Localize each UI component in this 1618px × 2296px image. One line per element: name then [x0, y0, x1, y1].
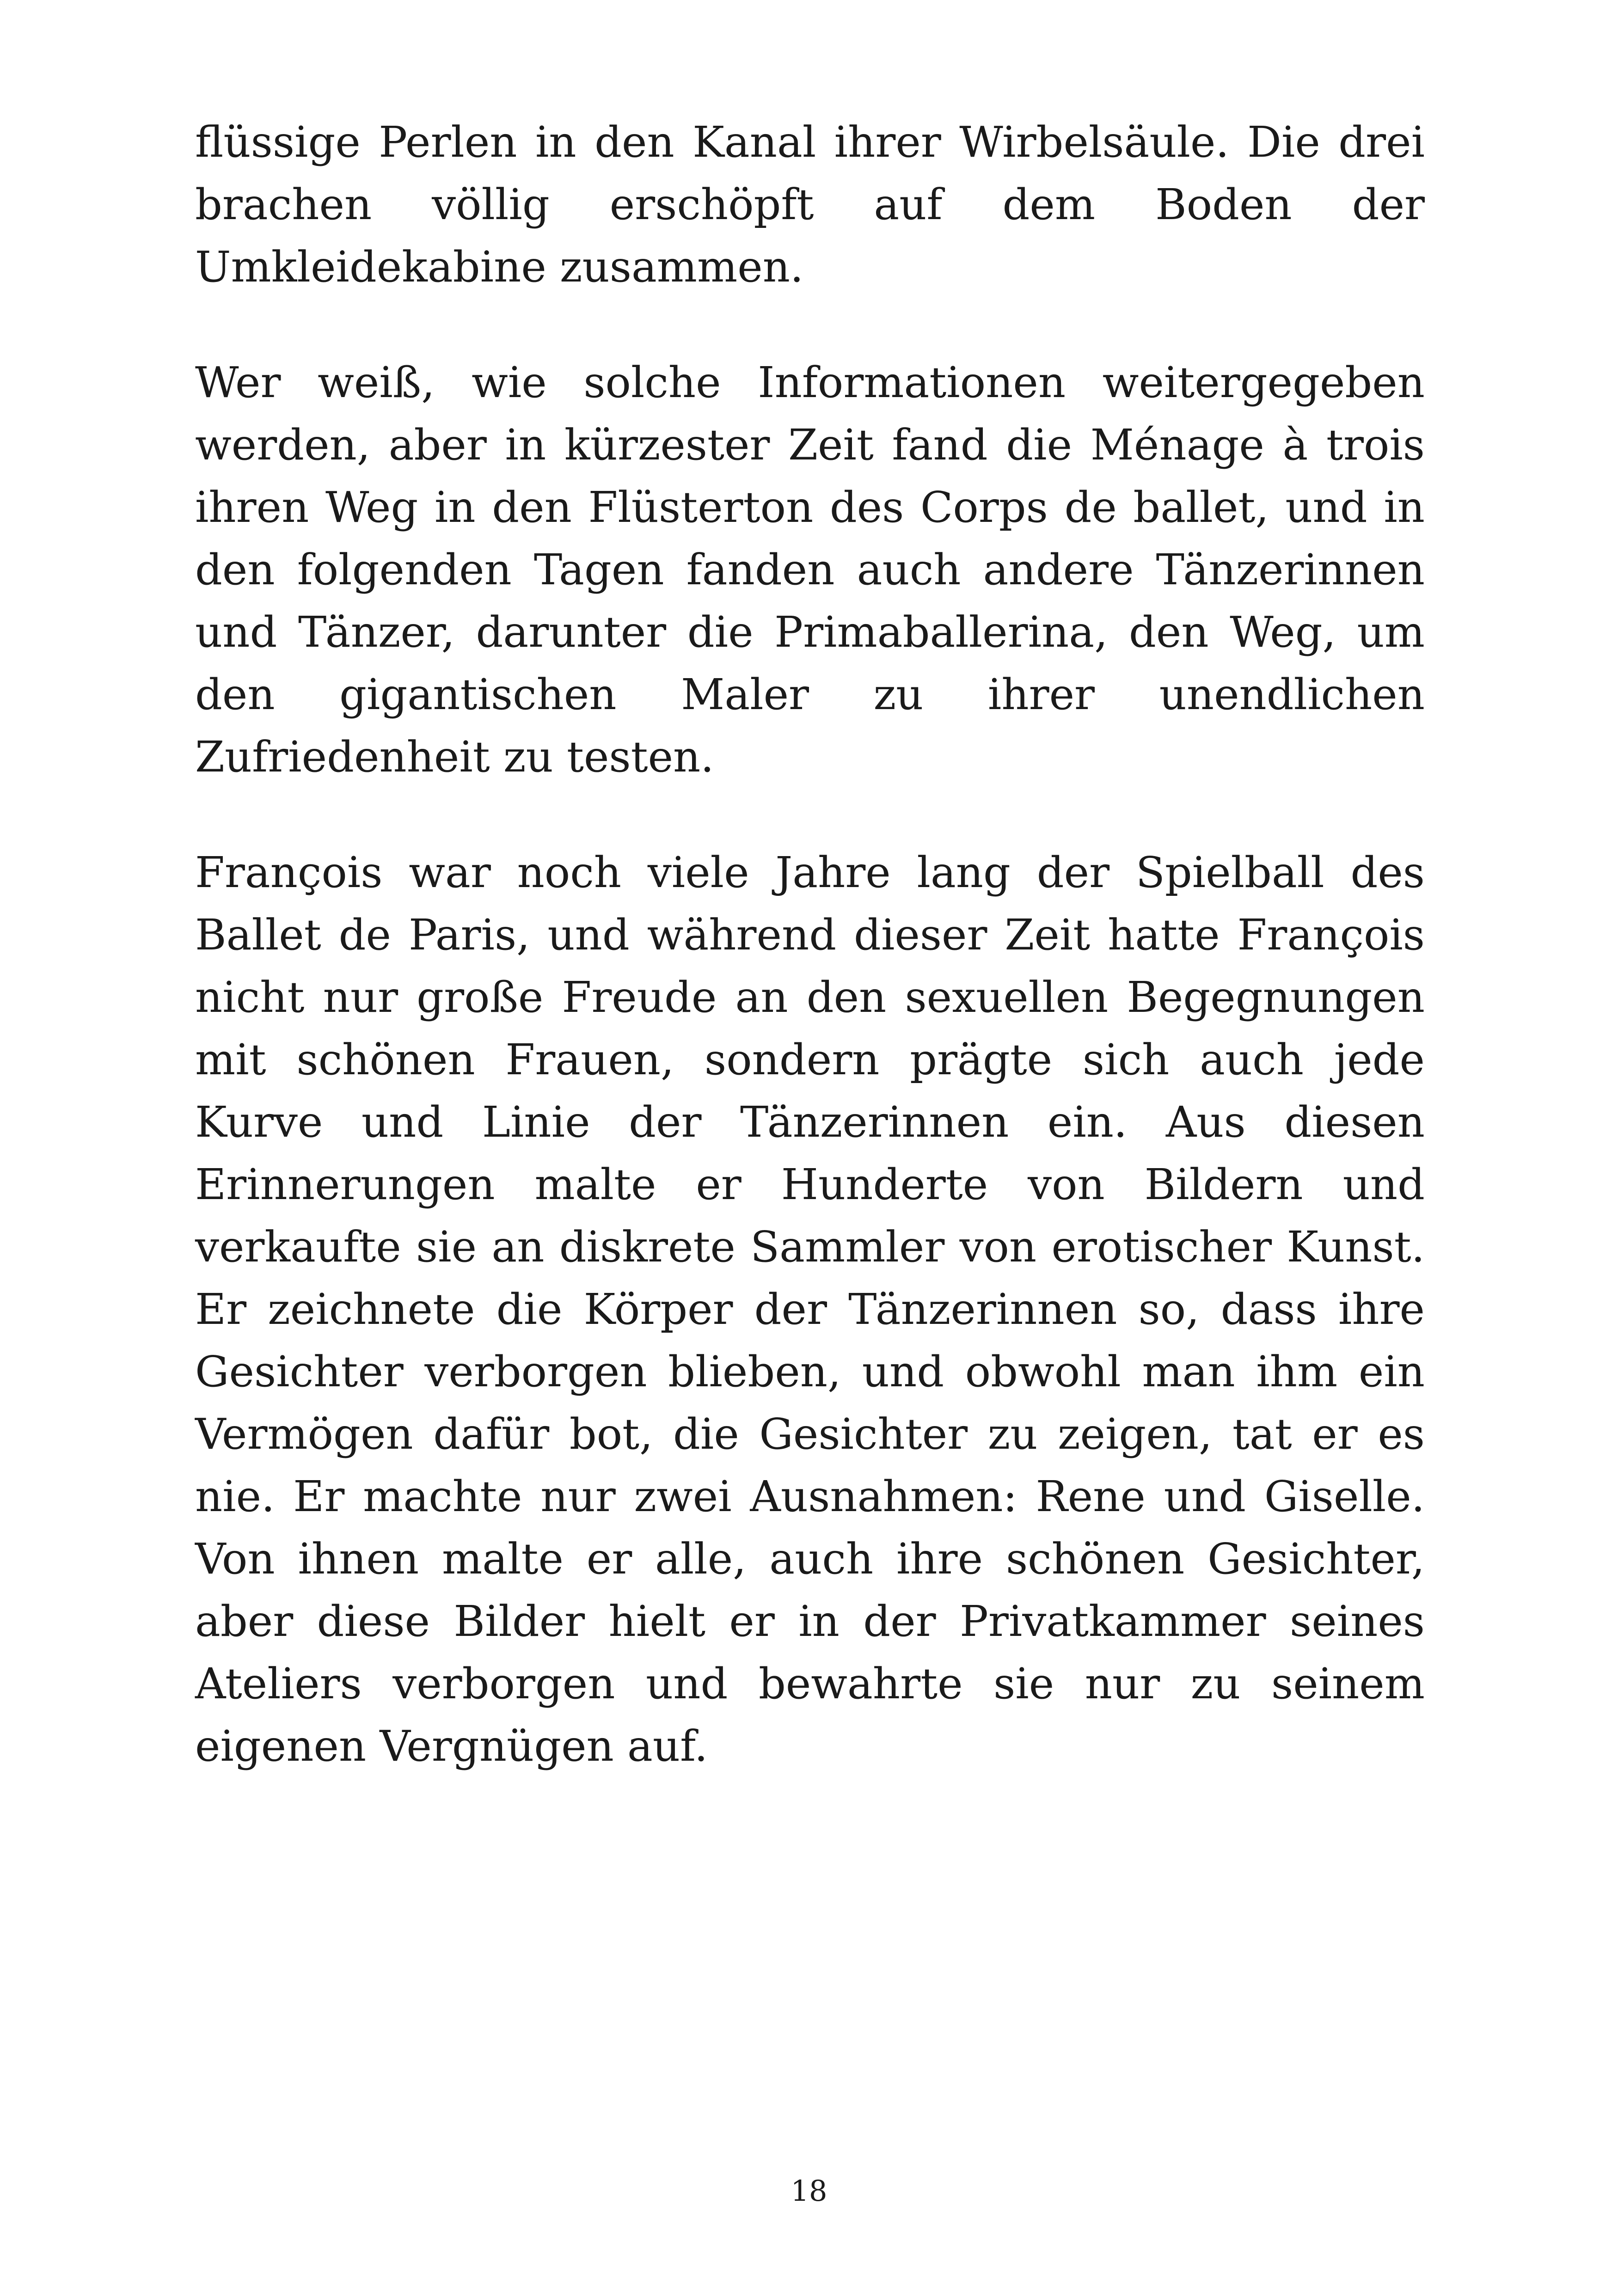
paragraph-3: François war noch viele Jahre lang der Spielball des Ballet de Paris, und während dieser Zeit hatte François nicht nur große Freude an den sexuellen Begegnungen mit schönen Frauen, sondern prägte sich auch jede Kurve und Linie der Tänzerinnen ein. Aus diesen Erinnerungen malte er Hunderte von Bildern und verkaufte sie an diskrete Sammler von erotischer Kunst. Er zeichnete die Körper der Tänzerinnen so, dass ihre Gesichter verborgen blieben, und obwohl man ihm ein Vermögen dafür bot, die Gesichter zu zeigen, tat er es nie. Er machte nur zwei Ausnahmen: Rene und Giselle. Von ihnen malte er alle, auch ihre schönen Gesichter, aber diese Bilder hielt er in der Privatkammer seines Ateliers verborgen und bewahrte sie nur zu seinem eigenen Vergnügen auf.	[195, 848, 1425, 1771]
page-number: 18	[791, 2174, 827, 2208]
paragraph-1: flüssige Perlen in den Kanal ihrer Wirbelsäule. Die drei brachen völlig erschöpft auf dem Boden der Umkleidekabine zusammen.	[195, 117, 1425, 292]
paragraph-2: Wer weiß, wie solche Informationen weitergegeben werden, aber in kürzester Zeit fand die Ménage à trois ihren Weg in den Flüsterton des Corps de ballet, und in den folgenden Tagen fanden auch andere Tänzerinnen und Tänzer, darunter die Primaballerina, den Weg, um den gigantischen Maler zu ihrer unendlichen Zufriedenheit zu testen.	[195, 358, 1425, 782]
body-text	[195, 111, 1425, 1831]
